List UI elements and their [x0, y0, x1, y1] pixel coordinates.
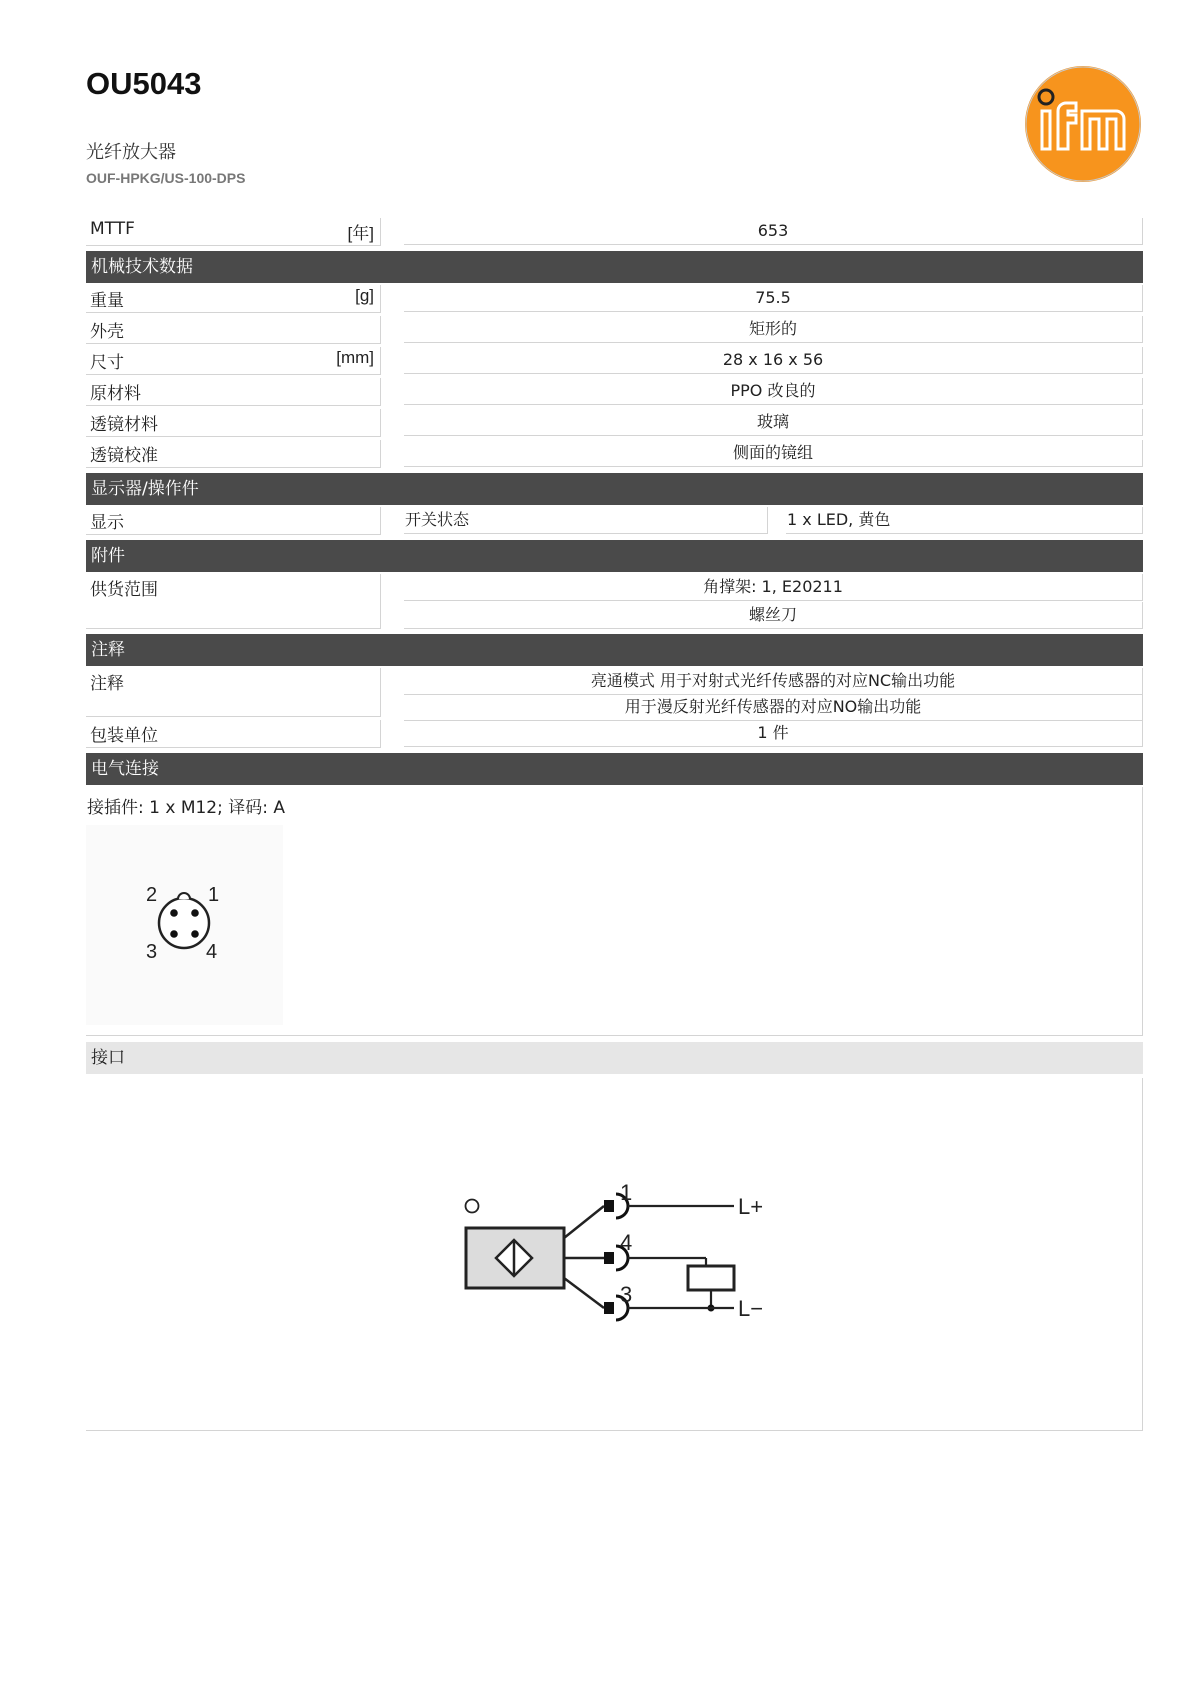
- weight-label: 重量: [90, 291, 124, 311]
- packaging-row: [86, 720, 1143, 751]
- housing-value: 矩形的: [404, 316, 1143, 343]
- remarks-row: [86, 668, 1143, 720]
- material-row: [86, 378, 1143, 409]
- weight-value: 75.5: [404, 285, 1143, 312]
- display-row: [86, 507, 1143, 538]
- product-subtitle: 光纤放大器: [86, 142, 176, 163]
- pin-label-1: 1: [208, 884, 220, 906]
- datasheet-table: [86, 218, 1143, 1431]
- terminal-l-minus: L−: [738, 1296, 764, 1321]
- delivery-value-1: 角撑架: 1, E20211: [404, 574, 1143, 601]
- dimensions-label: 尺寸: [90, 353, 124, 373]
- mttf-row: [86, 218, 1143, 249]
- display-value: 1 x LED, 黄色: [786, 507, 1143, 534]
- display-label: 显示: [90, 513, 124, 533]
- interface-box: [86, 1078, 1143, 1431]
- section-header-interface: 接口: [86, 1042, 1143, 1074]
- weight-unit: [g]: [355, 286, 374, 305]
- lens-material-label: 透镜材料: [90, 415, 158, 435]
- pin-label-4: 4: [206, 941, 218, 963]
- connector-spec: 接插件: 1 x M12; 译码: A: [87, 798, 286, 818]
- housing-label: 外壳: [90, 322, 124, 342]
- packaging-label: 包装单位: [90, 726, 158, 746]
- dimensions-unit: [mm]: [336, 348, 374, 367]
- lens-alignment-value: 侧面的镜组: [404, 440, 1143, 467]
- ifm-logo: [1024, 65, 1142, 183]
- mttf-unit: [年]: [347, 224, 374, 243]
- lens-material-row: [86, 409, 1143, 440]
- material-label: 原材料: [90, 384, 141, 404]
- mttf-value: 653: [404, 218, 1143, 245]
- mttf-label: MTTF: [90, 219, 135, 239]
- section-header-remarks: 注释: [86, 634, 1143, 666]
- material-value: PPO 改良的: [404, 378, 1143, 405]
- remarks-label: 注释: [90, 674, 124, 694]
- section-header-display: 显示器/操作件: [86, 473, 1143, 505]
- lens-material-value: 玻璃: [404, 409, 1143, 436]
- wiring-pin-1: 1: [620, 1180, 633, 1205]
- section-header-accessories: 附件: [86, 540, 1143, 572]
- pin-label-2: 2: [146, 884, 158, 906]
- dimensions-value: 28 x 16 x 56: [404, 347, 1143, 374]
- lens-alignment-label: 透镜校准: [90, 446, 158, 466]
- section-header-electrical: 电气连接: [86, 753, 1143, 785]
- m12-connector-pinout: [86, 825, 283, 1025]
- pin-label-3: 3: [146, 941, 158, 963]
- wiring-pin-4: 4: [620, 1230, 633, 1255]
- delivery-value-2: 螺丝刀: [404, 602, 1143, 629]
- packaging-value: 1 件: [404, 720, 1143, 747]
- display-sub-label: 开关状态: [404, 507, 768, 534]
- dimensions-row: [86, 347, 1143, 378]
- weight-row: [86, 285, 1143, 316]
- wiring-diagram: [458, 1178, 798, 1358]
- remarks-value-1: 亮通模式 用于对射式光纤传感器的对应NC输出功能: [404, 668, 1143, 695]
- section-header-mechanical: 机械技术数据: [86, 251, 1143, 283]
- electrical-connection-box: [86, 787, 1143, 1036]
- housing-row: [86, 316, 1143, 347]
- product-code: OUF-HPKG/US-100-DPS: [86, 170, 246, 186]
- wiring-pin-3: 3: [620, 1282, 633, 1307]
- page-title: OU5043: [86, 66, 202, 101]
- remarks-value-2: 用于漫反射光纤传感器的对应NO输出功能: [404, 694, 1143, 721]
- lens-alignment-row: [86, 440, 1143, 471]
- terminal-l-plus: L+: [738, 1194, 764, 1219]
- delivery-row: [86, 574, 1143, 632]
- delivery-label: 供货范围: [90, 580, 158, 600]
